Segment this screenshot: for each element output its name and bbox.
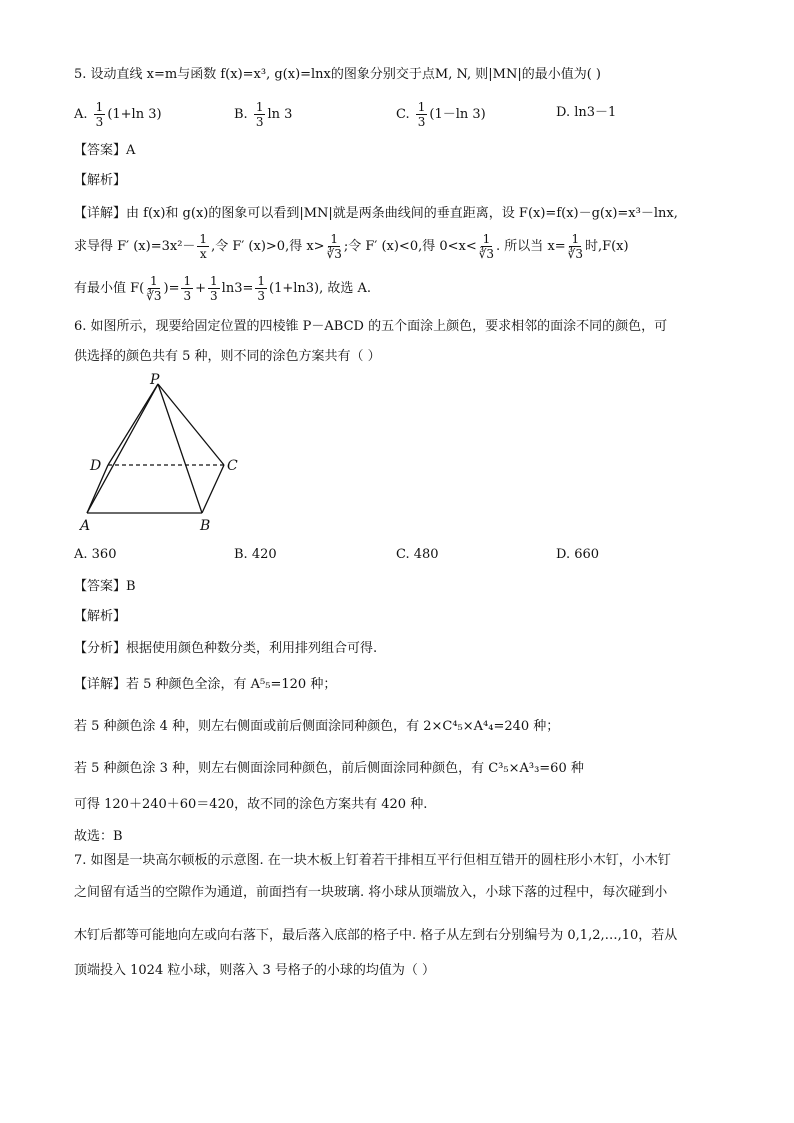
q7-line-2: 之间留有适当的空隙作为通道，前面挡有一块玻璃. 将小球从顶端放入，小球下落的过程中，每次碰到小 [74,885,668,900]
edge-PD [108,384,158,465]
label-B: B [200,518,211,534]
q6-analysis-tag: 【解析】 [74,609,127,624]
q7-line-4: 顶端投入 1024 粒小球，则落入 3 号格子的小球的均值为（ ） [74,963,436,978]
q5-detail-2: 求导得 F′ (x)=3x²－ $\frac{1}{x}$ ,令 F′ (x)>0,得 x> $\frac{1}{∛3}$ ;令 F′ (x)<0,得 0<x< $\frac{1}{∛3}$ . 所以当 x= $\frac{1}{∛3}$ 时,F(x) [74,232,629,261]
q6-option-b: B. 420 [234,547,277,562]
q6-detail-4: 可得 120＋240＋60＝420，故不同的涂色方案共有 420 种. [74,797,428,812]
label-P: P [150,372,160,388]
label-C: C [227,458,238,474]
q7-line-3: 木钉后都等可能地向左或向右落下，最后落入底部的格子中. 格子从左到右分别编号为 0,1,2,…,10，若从 [74,928,678,943]
q6-option-c: C. 480 [396,547,439,562]
q5-analysis-tag: 【解析】 [74,173,127,188]
edge-PB [158,384,202,513]
q5-detail-3: 有最小值 F( $\frac{1}{∛3}$ )= $\frac{1}{3}$ + $\frac{1}{3}$ ln3= $\frac{1}{3}$ (1+ln3), 故选 A. [74,274,372,303]
label-D: D [90,458,102,474]
q6-stem-line-1: 6. 如图所示，现要给固定位置的四棱锥 P－ABCD 的五个面涂上颜色，要求相邻的面涂不同的颜色，可 [74,319,668,334]
q5-detail-1: 【详解】由 f(x)和 g(x)的图象可以看到|MN|就是两条曲线间的垂直距离，设 F(x)=f(x)－g(x)=x³－lnx, [74,206,678,221]
q5-stem: 5. 设动直线 x=m与函数 f(x)=x³, g(x)=lnx的图象分别交于点M, N, 则|MN|的最小值为( ) [74,67,601,82]
edge-BC [202,465,224,513]
q6-analysis: 【分析】根据使用颜色种数分类，利用排列组合可得. [74,641,378,656]
q7-line-1: 7. 如图是一块高尔顿板的示意图. 在一块木板上钉着若干排相互平行但相互错开的圆柱形小木钉，小木钉 [74,853,671,868]
q6-detail-1: 【详解】若 5 种颜色全涂，有 A⁵₅=120 种； [74,677,337,692]
q5-option-a: A. $\frac{1}{3}$ (1+ln 3) [74,100,162,129]
q5-option-b: B. $\frac{1}{3}$ ln 3 [234,100,293,129]
q5-option-d: D. ln3－1 [556,105,617,120]
q6-option-d: D. 660 [556,547,600,562]
q6-detail-3: 若 5 种颜色涂 3 种，则左右侧面涂同种颜色，前后侧面涂同种颜色，有 C³₅×A³₃=60 种 [74,761,584,776]
edge-PA [87,384,158,513]
q5-option-c: C. $\frac{1}{3}$ (1－ln 3) [396,100,486,129]
q6-conclusion: 故选：B [74,829,123,844]
pyramid-figure [78,372,248,536]
edge-PC [158,384,224,465]
q6-detail-2: 若 5 种颜色涂 4 种，则左右侧面或前后侧面涂同种颜色，有 2×C⁴₅×A⁴₄=240 种； [74,719,560,734]
q6-stem-line-2: 供选择的颜色共有 5 种，则不同的涂色方案共有（ ） [74,349,381,364]
label-A: A [80,518,91,534]
q6-option-a: A. 360 [74,547,117,562]
q6-answer: 【答案】B [74,579,136,594]
q5-answer: 【答案】A [74,143,136,158]
